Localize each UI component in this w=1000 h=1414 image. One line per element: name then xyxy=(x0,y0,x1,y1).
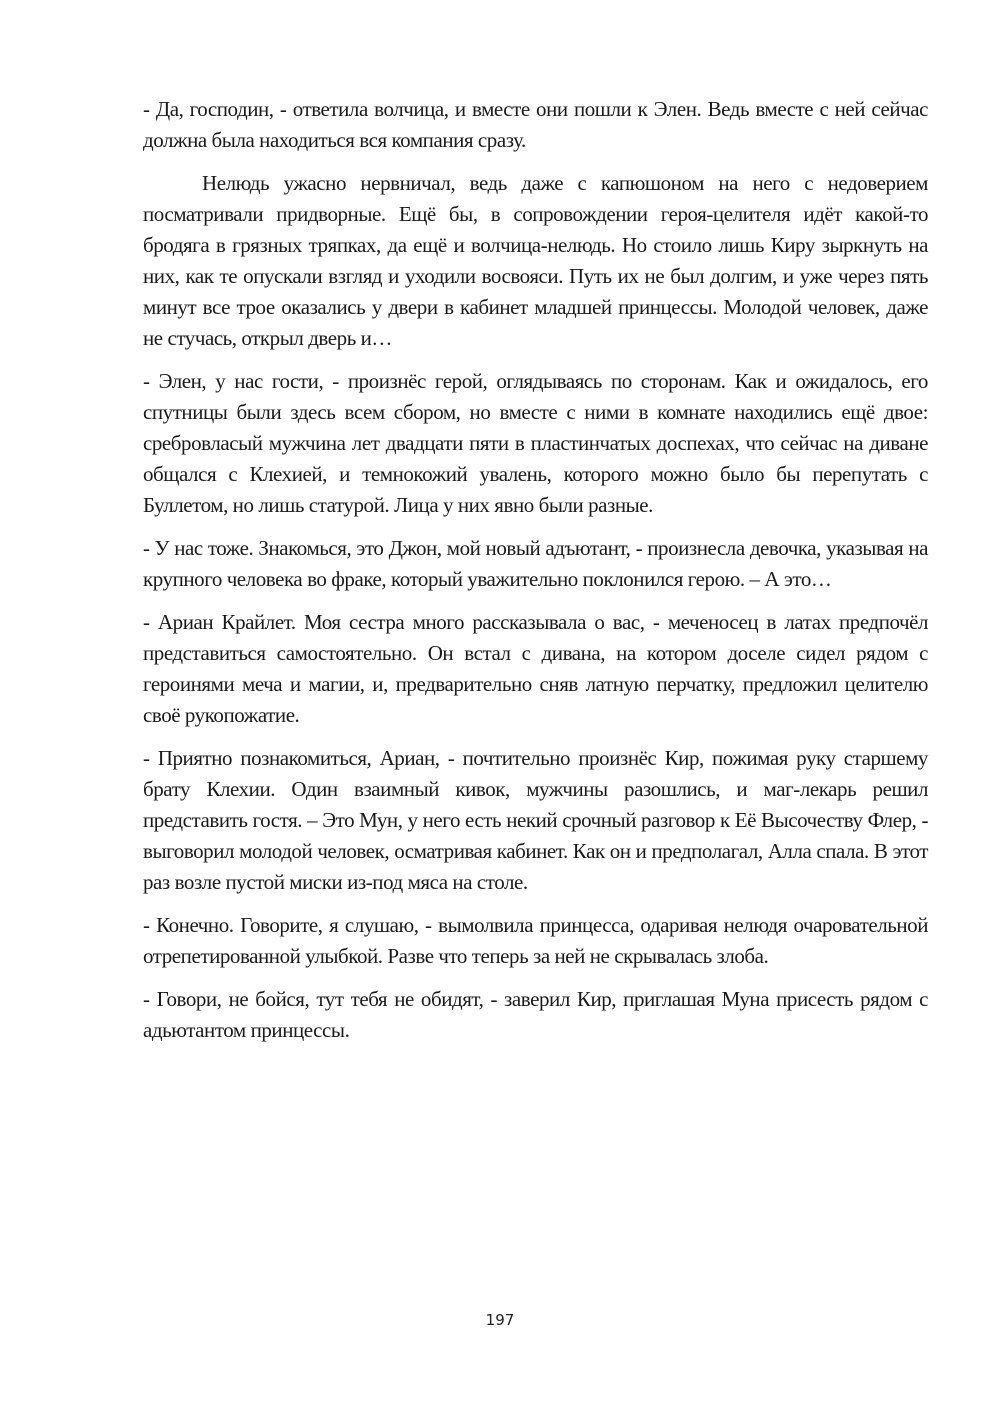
page-number: 197 xyxy=(485,1311,515,1329)
page-body xyxy=(143,94,928,1058)
paragraph: - Конечно. Говорите, я слушаю, - вымолвила принцесса, одаривая нелюдя очаровательной отрепетированной улыбкой. Разве что теперь за ней не скрывалась злоба. xyxy=(143,913,928,968)
paragraph: - Ариан Крайлет. Моя сестра много рассказывала о вас, - меченосец в латах предпочёл представиться самостоятельно. Он встал с дивана, на котором доселе сидел рядом с героинями меча и магии, и, предварительно сняв латную перчатку, предложил целителю своё рукопожатие. xyxy=(143,610,928,727)
paragraph: - Да, господин, - ответила волчица, и вместе они пошли к Элен. Ведь вместе с ней сейчас должна была находиться вся компания сразу. xyxy=(143,97,928,152)
paragraph: - У нас тоже. Знакомься, это Джон, мой новый адъютант, - произнесла девочка, указывая на крупного человека во фраке, который уважительно поклонился герою. – А это… xyxy=(143,536,928,591)
paragraph: - Приятно познакомиться, Ариан, - почтительно произнёс Кир, пожимая руку старшему брату Клехии. Один взаимный кивок, мужчины разошлись, и маг-лекарь решил представить гостя. – Это Мун, у него есть некий срочный разговор к Её Высочеству Флер, - выговорил молодой человек, осматривая кабинет. Как он и предполагал, Алла спала. В этот раз возле пустой миски из-под мяса на столе. xyxy=(143,746,928,894)
paragraph: Нелюдь ужасно нервничал, ведь даже с капюшоном на него с недоверием посматривали придворные. Ещё бы, в сопровождении героя-целителя идёт какой-то бродяга в грязных тряпках, да ещё и волчица-нелюдь. Но стоило лишь Киру зыркнуть на них, как те опускали взгляд и уходили восвояси. Путь их не был долгим, и уже через пять минут все трое оказались у двери в кабинет младшей принцессы. Молодой человек, даже не стучась, открыл дверь и… xyxy=(143,171,928,350)
paragraph: - Говори, не бойся, тут тебя не обидят, - заверил Кир, приглашая Муна присесть рядом с адьютантом принцессы. xyxy=(143,987,928,1042)
paragraph: - Элен, у нас гости, - произнёс герой, оглядываясь по сторонам. Как и ожидалось, его спутницы были здесь всем сбором, но вместе с ними в комнате находились ещё двое: сребровласый мужчина лет двадцати пяти в пластинчатых доспехах, что сейчас на диване общался с Клехией, и темнокожий увалень, которого можно было бы перепутать с Буллетом, но лишь статурой. Лица у них явно были разные. xyxy=(143,369,928,517)
